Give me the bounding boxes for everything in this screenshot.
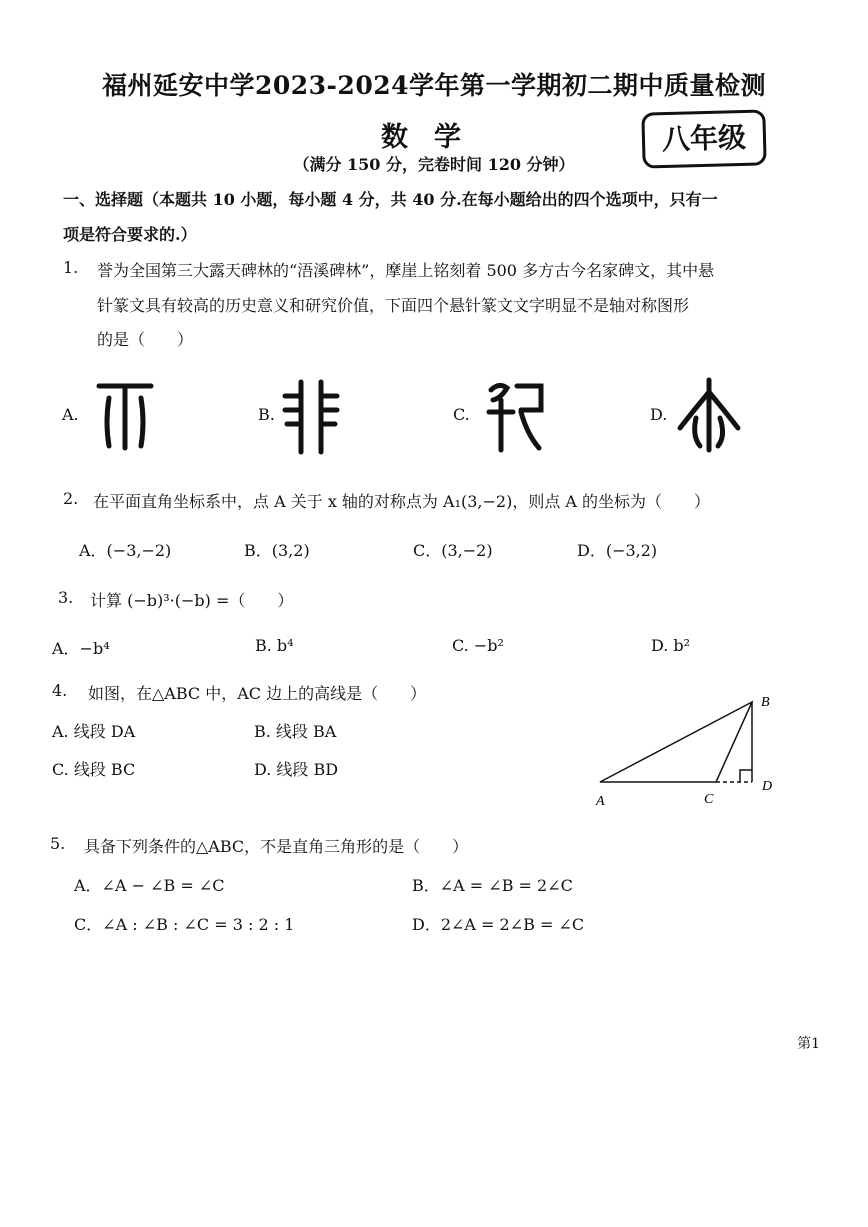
q3-option-c: C. −b²: [452, 636, 504, 655]
q5-text: 具备下列条件的△ABC，不是直角三角形的是（ ）: [84, 837, 469, 856]
q4-number: 4.: [52, 681, 68, 700]
q2-text: 在平面直角坐标系中，点 A 关于 x 轴的对称点为 A₁(3,−2)，则点 A 的坐标为（ ）: [93, 492, 711, 511]
q4-option-b: B. 线段 BA: [254, 722, 337, 741]
section-heading-line1: 一、选择题（本题共 10 小题，每小题 4 分，共 40 分.在每小题给出的四个选项中，只有一: [63, 190, 718, 209]
q4-option-d: D. 线段 BD: [254, 760, 339, 779]
subject-title: 数学: [381, 122, 487, 153]
q1-option-c-label: C.: [453, 405, 470, 424]
q4-option-a: A. 线段 DA: [52, 722, 136, 741]
q1-number: 1.: [63, 258, 79, 277]
page-number: 第1: [797, 1036, 820, 1052]
figure-label-c: C: [704, 792, 714, 807]
section-heading-line2: 项是符合要求的.）: [63, 225, 197, 244]
q5-option-c: C．∠A : ∠B : ∠C = 3 : 2 : 1: [74, 915, 295, 934]
q3-text: 计算 (−b)³·(−b) =（ ）: [90, 591, 294, 610]
q3-option-a: A．−b⁴: [52, 639, 110, 658]
grade-stamp: 八年级: [641, 109, 766, 168]
q1-option-d-label: D.: [650, 405, 668, 424]
q1-option-b-label: B.: [258, 405, 275, 424]
q2-option-c: C．(3,−2): [413, 541, 493, 560]
q4-text: 如图，在△ABC 中，AC 边上的高线是（ ）: [88, 684, 427, 703]
q5-option-a: A．∠A − ∠B = ∠C: [74, 876, 225, 895]
q5-option-b: B．∠A = ∠B = 2∠C: [412, 876, 573, 895]
seal-script-glyph-c: [487, 378, 547, 452]
q5-number: 5.: [50, 834, 66, 853]
figure-label-d: D: [762, 779, 773, 794]
q1-line2: 针篆文具有较高的历史意义和研究价值，下面四个悬针篆文文字明显不是轴对称图形: [97, 296, 690, 315]
seal-script-glyph-d: [676, 376, 742, 452]
exam-title: 福州延安中学2023-2024学年第一学期初二期中质量检测: [101, 71, 767, 100]
q2-number: 2.: [63, 489, 79, 508]
triangle-figure: [590, 690, 790, 812]
figure-label-b: B: [761, 695, 770, 710]
q5-option-d: D．2∠A = 2∠B = ∠C: [412, 915, 585, 934]
q3-option-b: B. b⁴: [255, 636, 294, 655]
q2-option-b: B．(3,2): [244, 541, 310, 560]
q2-option-d: D．(−3,2): [577, 541, 658, 560]
figure-label-a: A: [596, 794, 605, 809]
q1-line1: 誉为全国第三大露天碑林的“浯溪碑林”，摩崖上铭刻着 500 多方古今名家碑文，其中悬: [97, 261, 715, 280]
q2-option-a: A．(−3,−2): [79, 541, 172, 560]
q1-line3: 的是（ ）: [97, 330, 194, 349]
q3-number: 3.: [58, 588, 74, 607]
seal-script-glyph-b: [283, 378, 339, 454]
q1-option-a-label: A.: [62, 405, 79, 424]
exam-subtitle: （满分 150 分，完卷时间 120 分钟）: [293, 155, 575, 174]
q3-option-d: D. b²: [651, 636, 691, 655]
seal-script-glyph-a: [95, 378, 155, 450]
q4-option-c: C. 线段 BC: [52, 760, 136, 779]
